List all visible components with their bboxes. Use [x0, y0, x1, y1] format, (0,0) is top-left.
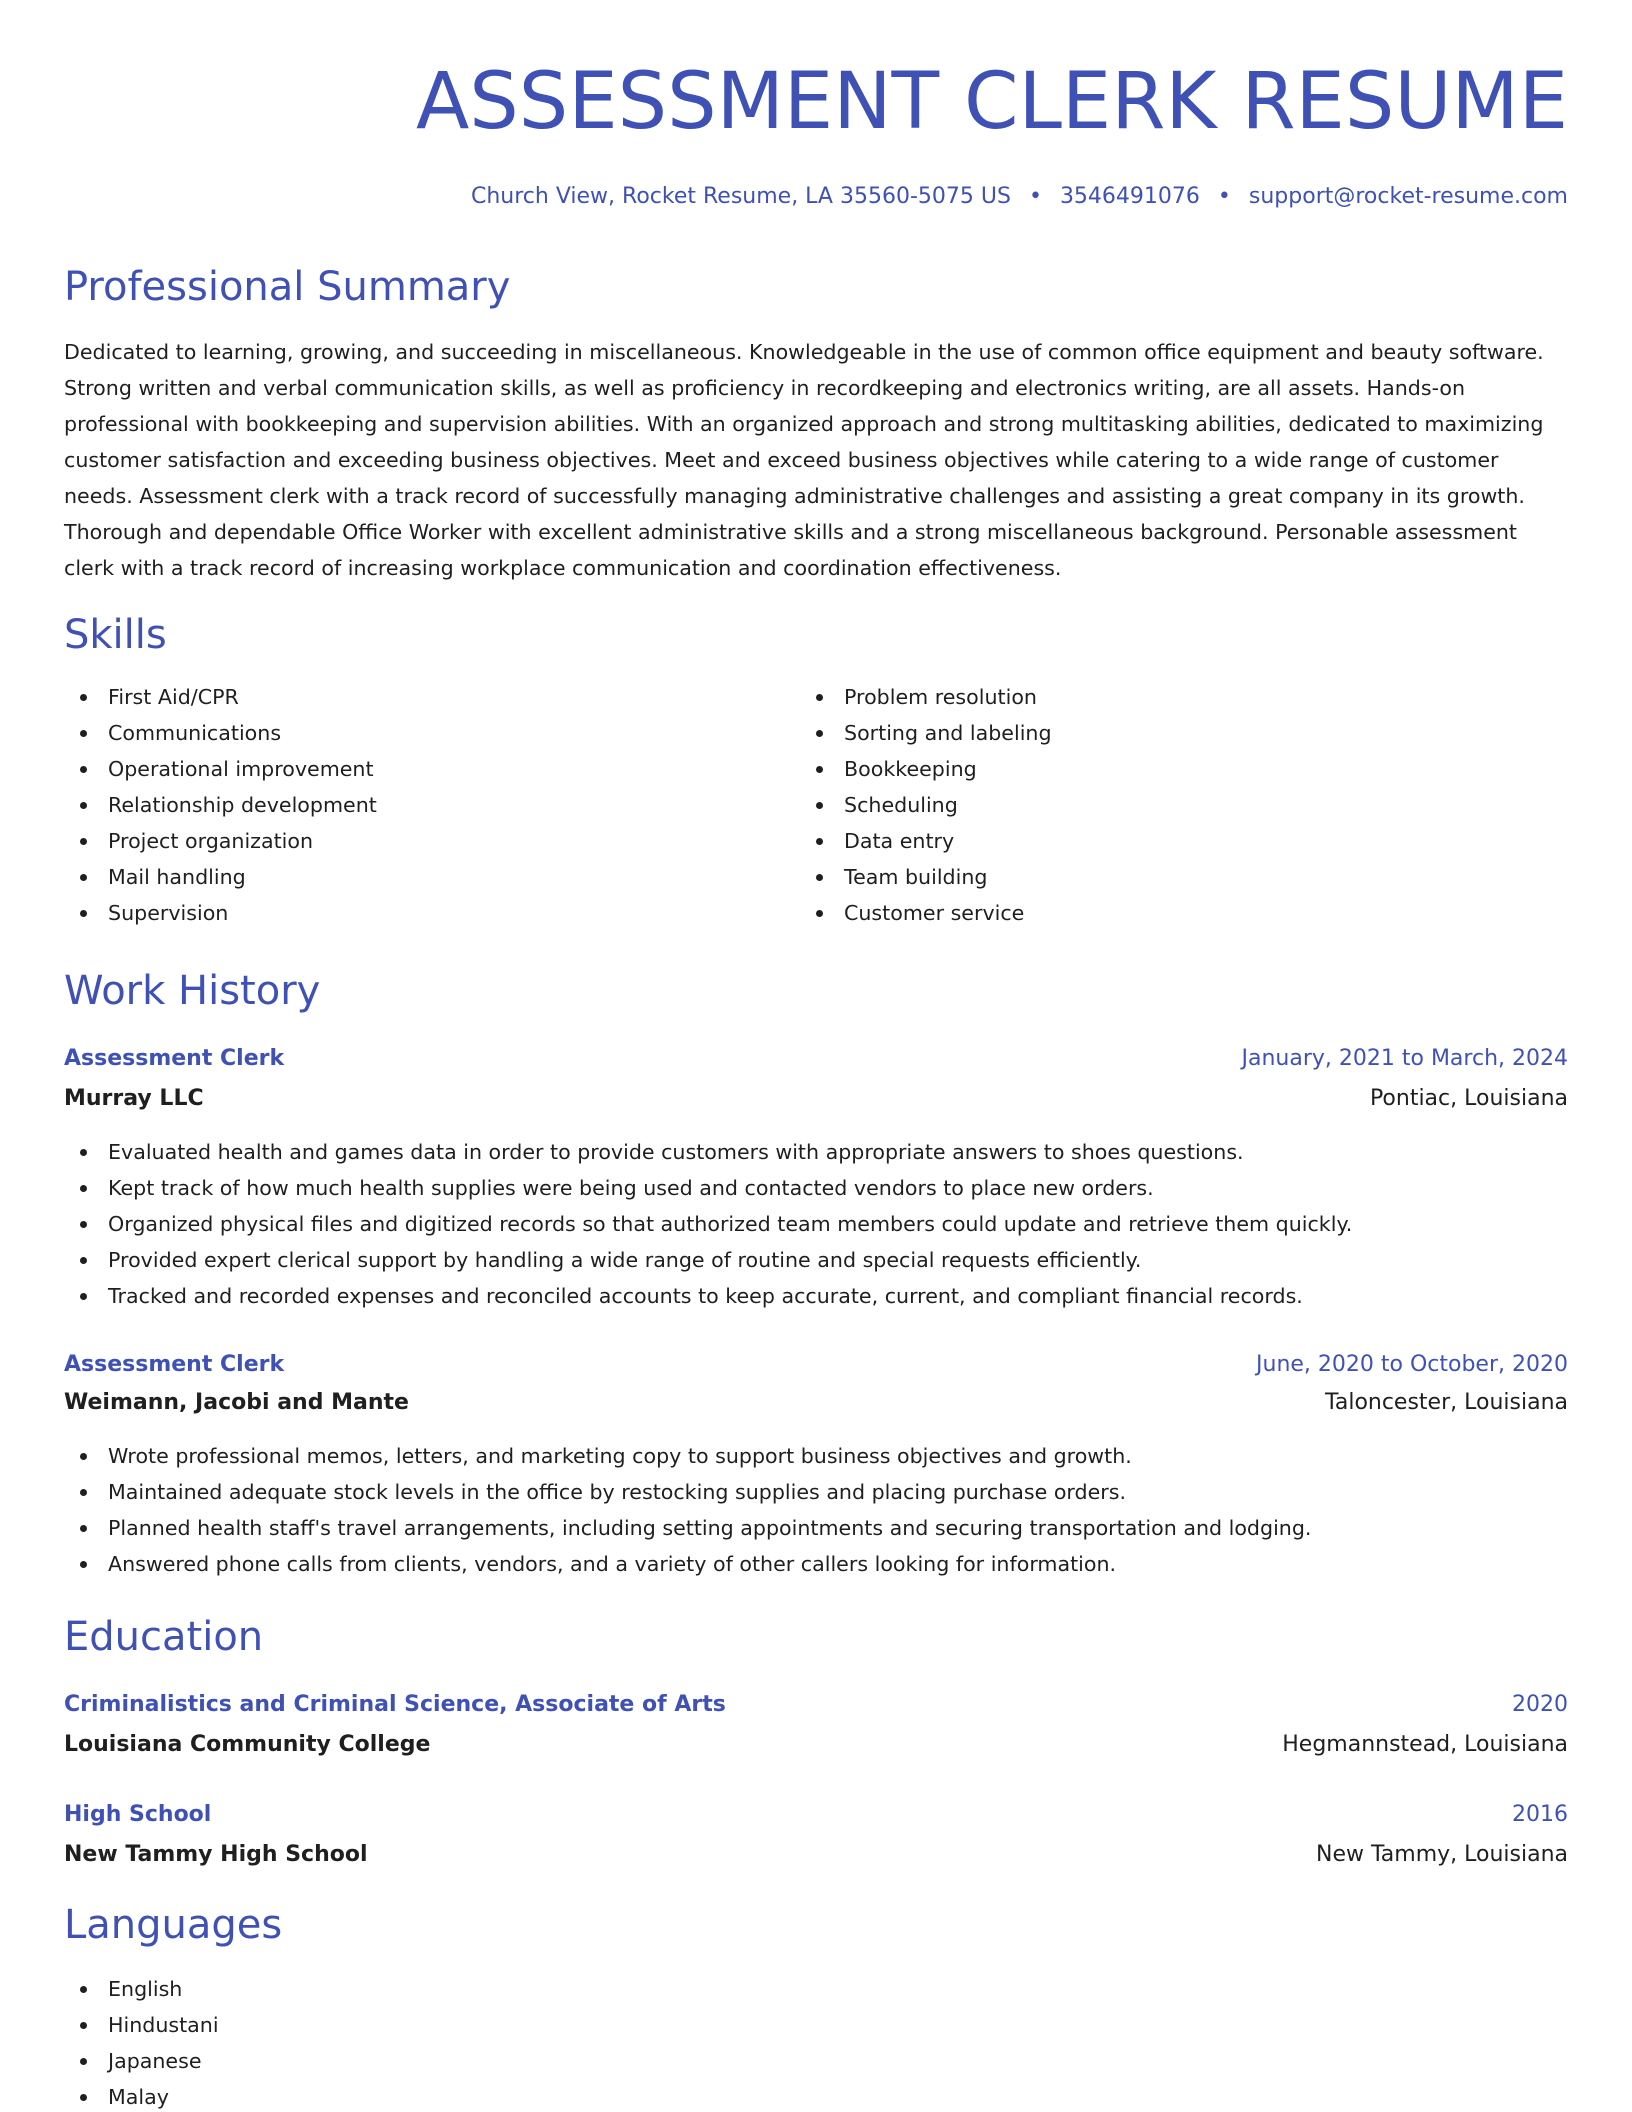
languages-heading: Languages	[64, 1902, 283, 1948]
job-duty: Organized physical files and digitized records so that authorized team members could update and retrieve them quickly.	[64, 1206, 1352, 1242]
job-duty: Evaluated health and games data in order to provide customers with appropriate answers to shoes questions.	[64, 1134, 1352, 1170]
job-company: Weimann, Jacobi and Mante	[64, 1390, 409, 1415]
job-subheader	[64, 1081, 1568, 1117]
job-subheader	[64, 1385, 1568, 1421]
job-duties-list	[64, 1438, 1311, 1582]
job-company: Murray LLC	[64, 1086, 204, 1111]
job-duty: Maintained adequate stock levels in the office by restocking supplies and placing purchase orders.	[64, 1474, 1311, 1510]
skill-item: First Aid/CPR	[64, 679, 377, 715]
job-location: Pontiac, Louisiana	[1369, 1086, 1568, 1111]
skill-item: Problem resolution	[800, 679, 1052, 715]
job-title: Assessment Clerk	[64, 1352, 285, 1377]
skill-item: Scheduling	[800, 787, 1052, 823]
school-location: Hegmannstead, Louisiana	[1282, 1732, 1568, 1757]
contact-email: support@rocket-resume.com	[1248, 184, 1568, 209]
skills-list-left	[64, 679, 377, 931]
skill-item: Customer service	[800, 895, 1052, 931]
education-subheader	[64, 1837, 1568, 1873]
job-duties-list	[64, 1134, 1352, 1314]
language-item: Malay	[64, 2079, 219, 2112]
job-duty: Kept track of how much health supplies were being used and contacted vendors to place new orders.	[64, 1170, 1352, 1206]
graduation-year: 2016	[1512, 1802, 1568, 1827]
skill-item: Operational improvement	[64, 751, 377, 787]
school-name: New Tammy High School	[64, 1842, 368, 1867]
contact-separator: •	[1217, 184, 1231, 209]
language-item: English	[64, 1971, 219, 2007]
language-item: Japanese	[64, 2043, 219, 2079]
job-dates: January, 2021 to March, 2024	[1241, 1046, 1568, 1071]
contact-phone: 3546491076	[1059, 184, 1200, 209]
job-duty: Provided expert clerical support by handling a wide range of routine and special requests efficiently.	[64, 1242, 1352, 1278]
job-dates: June, 2020 to October, 2020	[1256, 1352, 1568, 1377]
job-title: Assessment Clerk	[64, 1046, 285, 1071]
job-duty: Planned health staff's travel arrangements, including setting appointments and securing transportation and lodging.	[64, 1510, 1311, 1546]
skill-item: Relationship development	[64, 787, 377, 823]
job-duty: Answered phone calls from clients, vendors, and a variety of other callers looking for information.	[64, 1546, 1311, 1582]
skill-item: Mail handling	[64, 859, 377, 895]
skill-item: Team building	[800, 859, 1052, 895]
education-subheader	[64, 1727, 1568, 1763]
skill-item: Supervision	[64, 895, 377, 931]
school-location: New Tammy, Louisiana	[1316, 1842, 1568, 1867]
skill-item: Sorting and labeling	[800, 715, 1052, 751]
education-header	[64, 1797, 1568, 1833]
graduation-year: 2020	[1512, 1692, 1568, 1717]
skills-heading: Skills	[64, 612, 167, 658]
school-name: Louisiana Community College	[64, 1732, 431, 1757]
contact-address: Church View, Rocket Resume, LA 35560-5075 US	[470, 184, 1011, 209]
summary-text: Dedicated to learning, growing, and succeeding in miscellaneous. Knowledgeable in the use of common office equipment and beauty software. Strong written and verbal communication skills, as well as proficiency in recordkeeping and electronics writing, are all assets. Hands-on professional with bookkeeping and supervision abilities. With an organized approach and strong multitasking abilities, dedicated to maximizing customer satisfaction and exceeding business objectives. Meet and exceed business objectives while catering to a wide range of customer needs. Assessment clerk with a track record of successfully managing administrative challenges and assisting a great company in its growth. Thorough and dependable Office Worker with excellent administrative skills and a strong miscellaneous background. Personable assessment clerk with a track record of increasing workplace communication and coordination effectiveness.	[64, 340, 1544, 580]
job-header	[64, 1041, 1568, 1077]
skills-list-right	[800, 679, 1052, 931]
job-header	[64, 1347, 1568, 1383]
language-item: Hindustani	[64, 2007, 219, 2043]
job-duty: Wrote professional memos, letters, and marketing copy to support business objectives and growth.	[64, 1438, 1311, 1474]
contact-separator: •	[1028, 184, 1042, 209]
job-duty: Tracked and recorded expenses and reconciled accounts to keep accurate, current, and compliant financial records.	[64, 1278, 1352, 1314]
resume-title: ASSESSMENT CLERK RESUME	[415, 57, 1568, 147]
contact-line	[471, 181, 1568, 213]
degree: High School	[64, 1802, 212, 1827]
summary-heading: Professional Summary	[64, 264, 511, 310]
work-history-heading: Work History	[64, 968, 321, 1014]
job-location: Taloncester, Louisiana	[1325, 1390, 1568, 1415]
education-header	[64, 1687, 1568, 1723]
education-heading: Education	[64, 1614, 264, 1660]
skill-item: Data entry	[800, 823, 1052, 859]
degree: Criminalistics and Criminal Science, Associate of Arts	[64, 1692, 726, 1717]
skill-item: Communications	[64, 715, 377, 751]
languages-list	[64, 1971, 219, 2112]
skill-item: Bookkeeping	[800, 751, 1052, 787]
skill-item: Project organization	[64, 823, 377, 859]
